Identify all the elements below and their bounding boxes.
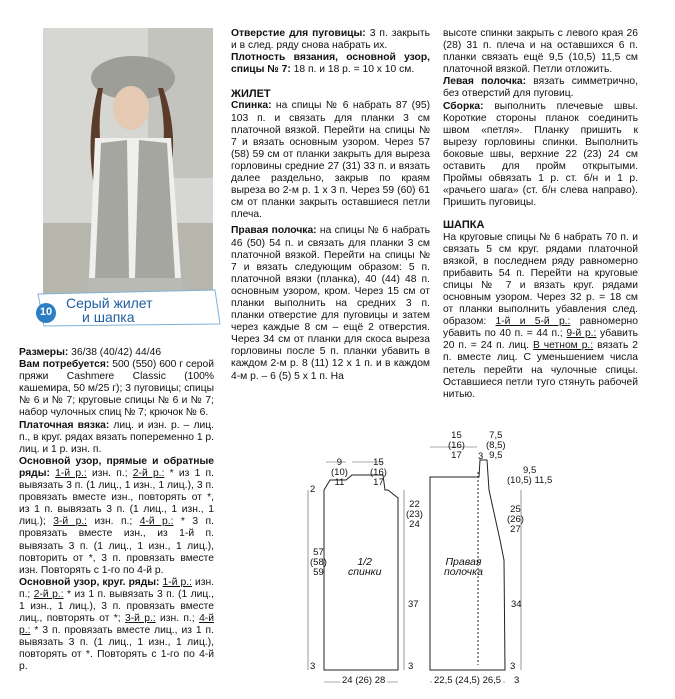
holes-value: 3 п. закрыть и в след. ряду снова набрать их. <box>231 28 430 52</box>
val: 17 <box>373 477 384 488</box>
hat-text: На круговые спицы № 6 набрать 70 п. и связать 5 см круг. рядами платочной вязкой, в последнем ряду равномерно прибавить 54 п. Перейти на круговые спицы № 7 и вязать круг. рядами основным узором. Через 32 р. = 18 см от планки выполнить убавления след. образом: <box>443 231 638 328</box>
garter-label: Платочная вязка: <box>19 419 110 431</box>
round-row-4: 4-й р.: <box>19 613 214 637</box>
back-total-height <box>310 548 327 578</box>
val: (8,5) <box>486 440 506 451</box>
back-band-height-right: 3 <box>408 661 414 672</box>
density-label: Плотность вязания, основной узор, спицы № 7: <box>231 52 430 76</box>
val: 22 <box>409 499 420 510</box>
val: (16) <box>448 440 465 451</box>
val: 27 <box>510 524 521 535</box>
front-value: на спицы № 6 набрать 46 (50) 54 п. и связать для планки 3 см платочной вязкой. Перейти на спицы № 7 и вязать следующим образом: 5 п. платочной вязки (планка), 40 (44) 48 п. основным узором, кром. Через 15 см от планки выполнить на средних 3 п. планки отверстие для пуговицы и затем через каждые 8 см – ещё 2 отверстия. Через 34 см от планки для скоса выреза горловины после 5 п. планки убавить в каждом 2-м р. 8 (11) 12 х 1 п. и в каждом 4-м р. – 6 (5) 5 х 1 п. На <box>231 225 430 382</box>
hat-row-1: 1-й и 5-й р.: <box>495 316 571 328</box>
round-row-4-text: * 3 п. провязать вместе лиц., из 1 п. вывязать 3 п. (1 лиц., 1 изн., 1 лиц.), повторять от *. Повторять с 1-го по 4-й р. <box>19 625 214 673</box>
round-pattern-label: Основной узор, круг. ряды: <box>19 576 160 588</box>
val: 15 <box>373 457 384 468</box>
sizes-value: 36/38 (40/42) 44/46 <box>68 347 162 358</box>
assembly-value: выполнить плечевые швы. Короткие стороны планок соединить швом «петля». Планку пришить к вырезу горловины спинки. Выполнить боковые швы, верхние 22 (23) 24 см оставить для пройм открытыми. Проймы обвязать 1 р. ст. б/н и 1 р. «рачьего шага» (ст. б/н слева направо). Пришить пуговицы. <box>443 100 638 209</box>
back-side-height: 37 <box>408 599 419 610</box>
back-label <box>348 557 381 577</box>
hat-row-2-text: убавить 20 п. = 24 п. лиц. <box>443 328 639 352</box>
back-label: Спинка: <box>231 100 272 112</box>
val: полочка <box>444 566 483 578</box>
val: 9,5 <box>523 465 537 476</box>
back-neck-height: 2 <box>310 484 316 495</box>
val: 24 <box>409 519 420 530</box>
hat-row-1-text: равномерно убавить по 40 п. = 44 п.; <box>443 316 638 340</box>
row-4-text: * 3 п. провязать вместе изн., из 1-й п. вывязать 3 п. (1 лиц., 1 изн., 1 лиц.), повторить от *, 3 п. провязать вместе изн. Повторять с 1-го по 4-й р. <box>19 516 214 576</box>
front-label: Правая полочка: <box>231 225 317 237</box>
front-band-height: 3 <box>510 661 516 672</box>
caption-number: 10 <box>39 306 53 318</box>
garter-value: лиц. и изн. р. – лиц. п., в круг. рядах вязать попеременно 1 р. лиц. и 1 р. изн. п. <box>19 419 214 455</box>
val: спинки <box>348 566 382 578</box>
vest-title: ЖИЛЕТ <box>231 88 271 101</box>
front-shoulder-width <box>448 431 465 461</box>
val: (16) <box>370 467 387 478</box>
val: (58) <box>310 557 327 568</box>
back-band-height: 3 <box>310 661 316 672</box>
val: 9,5 <box>489 450 503 461</box>
assembly-label: Сборка: <box>443 100 484 112</box>
front-neck-height <box>507 505 524 535</box>
left-front-value: вязать симметрично, без отверстий для пуговиц. <box>443 76 638 100</box>
front-label <box>444 557 483 577</box>
val: 25 <box>510 504 521 515</box>
left-front-label: Левая полочка: <box>443 76 527 88</box>
val: (10) <box>331 467 348 478</box>
back-width: 24 (26) 28 <box>342 675 386 686</box>
sizes-label: Размеры: <box>19 347 69 358</box>
holes-label: Отверстие для пуговицы: <box>231 28 366 39</box>
back-shoulder-width <box>370 458 387 488</box>
val: (26) <box>507 514 524 525</box>
back-value: на спицы № 6 набрать 87 (95) 103 п. и связать для планки 3 см платочной вязкой. Перейти на спицы № 7 и вязать основным узором. Через 57 (58) 59 см от планки закрыть для выреза горловины средние 27 (31) 33 п. и вязать далее раздельно, закрыв по краям выреза во 2-м р. 1 х 3 п. Через 59 (60) 61 см от планки закрыть оставшиеся петли плеча. <box>231 100 430 221</box>
hat-title: ШАПКА <box>443 219 485 232</box>
main-pattern-label: Основной узор, прямые и обратные ряды: <box>19 455 214 479</box>
row-1: 1-й р.: <box>55 467 87 479</box>
front-band-top: 3 <box>478 451 484 462</box>
caption-line2: и шапка <box>82 309 135 325</box>
row-2-text: * из 1 п. вывязать 3 п. (1 лиц., 1 изн., 1 лиц.), 3 п. провязать вместе изн., повторять от *, из 1 п. вывязать 3 п. (1 лиц., 1 изн., 1 лиц.); <box>19 467 214 528</box>
back-neck-width <box>331 458 348 488</box>
val: 9 <box>336 457 343 468</box>
front-band-extension <box>507 466 552 486</box>
row-3-text: изн. п.; <box>87 516 140 528</box>
round-row-3: 3-й р.: <box>125 613 156 625</box>
front-band-width <box>486 431 506 461</box>
round-row-3-text: изн. п.; <box>155 613 200 625</box>
val: 59 <box>313 567 324 578</box>
val: 17 <box>451 450 462 461</box>
val: 15 <box>451 430 462 441</box>
val: 1/2 <box>357 556 373 568</box>
caption-line1: Серый жилет <box>66 295 153 311</box>
hat-row-3-text: вязать 2 п. вместе лиц. С уменьшением числа петель перейти на чулочные спицы. Оставшиеся петли туго стянуть рабочей нитью. <box>443 340 639 400</box>
hat-row-3: В четном р.: <box>532 340 594 352</box>
row-2: 2-й р.: <box>132 467 165 479</box>
need-value: 500 (550) 600 г серой пряжи Cashmere Classic (100% кашемира, 50 м/25 г); 3 пуговицы; спицы № 6 и № 7; круговые спицы № 6 и № 7; набор чулочных спиц № 7; крючок № 6. <box>19 359 214 419</box>
val: Правая <box>445 556 482 568</box>
front-continued: высоте спинки закрыть с левого края 26 (28) 31 п. плеча и на оставшихся 6 п. планки связать ещё 9,5 (10,5) 11,5 см платочной вязкой. Петли отложить. <box>443 28 638 76</box>
hat-row-2: 9-й р.: <box>566 328 597 340</box>
row-3: 3-й р.: <box>53 516 88 528</box>
val: 11 <box>334 477 345 488</box>
val: 57 <box>313 547 324 558</box>
front-width: 22,5 (24,5) 26,5 <box>434 675 502 686</box>
row-1-text: изн. п.; <box>86 467 133 479</box>
val: (23) <box>406 509 423 520</box>
round-row-2-text: * из 1 п. вывязать 3 п. (1 лиц., 1 изн., 1 лиц.), 3 п. провязать вместе лиц., повторять от *; <box>19 588 214 625</box>
round-row-1-text: изн. п.; <box>19 576 215 600</box>
val: (10,5) 11,5 <box>507 475 553 486</box>
density-value: 18 п. и 18 р. = 10 х 10 см. <box>290 64 415 76</box>
round-row-1: 1-й р.: <box>162 576 192 588</box>
back-armhole-height <box>406 500 423 530</box>
front-band-bottom-width: 3 <box>514 675 520 686</box>
round-row-2: 2-й р.: <box>33 588 64 600</box>
val: 7,5 <box>489 430 503 441</box>
front-side-height: 34 <box>511 599 522 610</box>
need-label: Вам потребуется: <box>19 359 110 371</box>
row-4: 4-й р.: <box>139 516 174 528</box>
